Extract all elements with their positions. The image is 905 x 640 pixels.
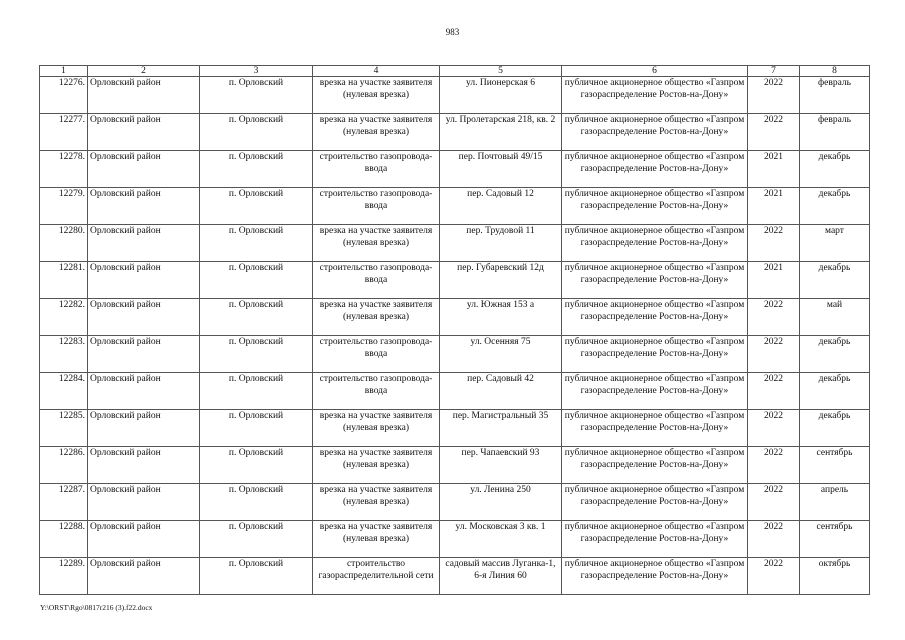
organization-cell: публичное акционерное общество «Газпром газораспределение Ростов-на-Дону» xyxy=(562,188,748,225)
district-cell: Орловский район xyxy=(88,77,200,114)
year-cell: 2022 xyxy=(748,299,800,336)
address-cell: садовый массив Луганка-1, 6-я Линия 60 xyxy=(440,558,562,595)
month-cell: декабрь xyxy=(800,151,870,188)
address-cell: пер. Губаревский 12д xyxy=(440,262,562,299)
table-row xyxy=(40,336,870,373)
organization-cell: публичное акционерное общество «Газпром газораспределение Ростов-на-Дону» xyxy=(562,299,748,336)
district-cell: Орловский район xyxy=(88,225,200,262)
district-cell: Орловский район xyxy=(88,373,200,410)
district-cell: Орловский район xyxy=(88,299,200,336)
organization-cell: публичное акционерное общество «Газпром газораспределение Ростов-на-Дону» xyxy=(562,151,748,188)
settlement-cell: п. Орловский xyxy=(200,484,313,521)
organization-cell: публичное акционерное общество «Газпром газораспределение Ростов-на-Дону» xyxy=(562,521,748,558)
month-cell: декабрь xyxy=(800,336,870,373)
table-row xyxy=(40,77,870,114)
address-cell: ул. Ленина 250 xyxy=(440,484,562,521)
work-type-cell: врезка на участке заявителя (нулевая врезка) xyxy=(313,447,440,484)
district-cell: Орловский район xyxy=(88,262,200,299)
address-cell: ул. Осенняя 75 xyxy=(440,336,562,373)
settlement-cell: п. Орловский xyxy=(200,188,313,225)
work-type-cell: врезка на участке заявителя (нулевая врезка) xyxy=(313,114,440,151)
column-header-1: 1 xyxy=(40,66,88,77)
organization-cell: публичное акционерное общество «Газпром газораспределение Ростов-на-Дону» xyxy=(562,77,748,114)
settlement-cell: п. Орловский xyxy=(200,447,313,484)
address-cell: пер. Трудовой 11 xyxy=(440,225,562,262)
district-cell: Орловский район xyxy=(88,521,200,558)
table-row xyxy=(40,484,870,521)
address-cell: ул. Пролетарская 218, кв. 2 xyxy=(440,114,562,151)
column-header-2: 2 xyxy=(88,66,200,77)
year-cell: 2022 xyxy=(748,336,800,373)
address-cell: пер. Магистральный 35 xyxy=(440,410,562,447)
settlement-cell: п. Орловский xyxy=(200,225,313,262)
organization-cell: публичное акционерное общество «Газпром газораспределение Ростов-на-Дону» xyxy=(562,373,748,410)
year-cell: 2021 xyxy=(748,151,800,188)
district-cell: Орловский район xyxy=(88,114,200,151)
organization-cell: публичное акционерное общество «Газпром газораспределение Ростов-на-Дону» xyxy=(562,262,748,299)
year-cell: 2022 xyxy=(748,558,800,595)
table-row xyxy=(40,262,870,299)
address-cell: пер. Почтовый 49/15 xyxy=(440,151,562,188)
year-cell: 2022 xyxy=(748,410,800,447)
settlement-cell: п. Орловский xyxy=(200,151,313,188)
column-header-5: 5 xyxy=(440,66,562,77)
month-cell: март xyxy=(800,225,870,262)
month-cell: апрель xyxy=(800,484,870,521)
row-number-cell: 12289. xyxy=(40,558,88,595)
table-row xyxy=(40,447,870,484)
year-cell: 2022 xyxy=(748,484,800,521)
work-type-cell: врезка на участке заявителя (нулевая врезка) xyxy=(313,521,440,558)
month-cell: октябрь xyxy=(800,558,870,595)
district-cell: Орловский район xyxy=(88,151,200,188)
settlement-cell: п. Орловский xyxy=(200,114,313,151)
settlement-cell: п. Орловский xyxy=(200,336,313,373)
work-type-cell: строительство газопровода-ввода xyxy=(313,151,440,188)
work-type-cell: строительство газораспределительной сети xyxy=(313,558,440,595)
year-cell: 2021 xyxy=(748,262,800,299)
table-row xyxy=(40,373,870,410)
row-number-cell: 12278. xyxy=(40,151,88,188)
organization-cell: публичное акционерное общество «Газпром газораспределение Ростов-на-Дону» xyxy=(562,114,748,151)
district-cell: Орловский район xyxy=(88,447,200,484)
district-cell: Орловский район xyxy=(88,558,200,595)
work-type-cell: строительство газопровода-ввода xyxy=(313,188,440,225)
organization-cell: публичное акционерное общество «Газпром газораспределение Ростов-на-Дону» xyxy=(562,447,748,484)
row-number-cell: 12288. xyxy=(40,521,88,558)
month-cell: февраль xyxy=(800,114,870,151)
organization-cell: публичное акционерное общество «Газпром газораспределение Ростов-на-Дону» xyxy=(562,225,748,262)
month-cell: декабрь xyxy=(800,262,870,299)
table-row xyxy=(40,410,870,447)
row-number-cell: 12276. xyxy=(40,77,88,114)
table-row xyxy=(40,188,870,225)
year-cell: 2022 xyxy=(748,225,800,262)
work-type-cell: врезка на участке заявителя (нулевая врезка) xyxy=(313,484,440,521)
address-cell: ул. Южная 153 а xyxy=(440,299,562,336)
column-header-8: 8 xyxy=(800,66,870,77)
district-cell: Орловский район xyxy=(88,410,200,447)
work-type-cell: врезка на участке заявителя (нулевая врезка) xyxy=(313,410,440,447)
settlement-cell: п. Орловский xyxy=(200,410,313,447)
work-type-cell: врезка на участке заявителя (нулевая врезка) xyxy=(313,225,440,262)
row-number-cell: 12286. xyxy=(40,447,88,484)
row-number-cell: 12281. xyxy=(40,262,88,299)
month-cell: февраль xyxy=(800,77,870,114)
gas-connection-table xyxy=(39,65,870,595)
organization-cell: публичное акционерное общество «Газпром газораспределение Ростов-на-Дону» xyxy=(562,484,748,521)
month-cell: май xyxy=(800,299,870,336)
year-cell: 2021 xyxy=(748,188,800,225)
year-cell: 2022 xyxy=(748,447,800,484)
settlement-cell: п. Орловский xyxy=(200,77,313,114)
address-cell: пер. Садовый 12 xyxy=(440,188,562,225)
settlement-cell: п. Орловский xyxy=(200,262,313,299)
month-cell: сентябрь xyxy=(800,521,870,558)
table-header-row xyxy=(40,66,870,77)
address-cell: пер. Чапаевский 93 xyxy=(440,447,562,484)
work-type-cell: врезка на участке заявителя (нулевая врезка) xyxy=(313,77,440,114)
page-number: 983 xyxy=(445,27,460,37)
row-number-cell: 12277. xyxy=(40,114,88,151)
column-header-6: 6 xyxy=(562,66,748,77)
table-row xyxy=(40,225,870,262)
work-type-cell: строительство газопровода-ввода xyxy=(313,373,440,410)
settlement-cell: п. Орловский xyxy=(200,521,313,558)
table-row xyxy=(40,151,870,188)
row-number-cell: 12287. xyxy=(40,484,88,521)
work-type-cell: врезка на участке заявителя (нулевая врезка) xyxy=(313,299,440,336)
work-type-cell: строительство газопровода-ввода xyxy=(313,336,440,373)
column-header-4: 4 xyxy=(313,66,440,77)
settlement-cell: п. Орловский xyxy=(200,373,313,410)
district-cell: Орловский район xyxy=(88,336,200,373)
table-row xyxy=(40,114,870,151)
row-number-cell: 12280. xyxy=(40,225,88,262)
settlement-cell: п. Орловский xyxy=(200,558,313,595)
table-row xyxy=(40,521,870,558)
table-row xyxy=(40,299,870,336)
organization-cell: публичное акционерное общество «Газпром газораспределение Ростов-на-Дону» xyxy=(562,558,748,595)
year-cell: 2022 xyxy=(748,521,800,558)
month-cell: декабрь xyxy=(800,410,870,447)
month-cell: сентябрь xyxy=(800,447,870,484)
address-cell: пер. Садовый 42 xyxy=(440,373,562,410)
row-number-cell: 12284. xyxy=(40,373,88,410)
row-number-cell: 12285. xyxy=(40,410,88,447)
month-cell: декабрь xyxy=(800,373,870,410)
district-cell: Орловский район xyxy=(88,188,200,225)
district-cell: Орловский район xyxy=(88,484,200,521)
address-cell: ул. Московская 3 кв. 1 xyxy=(440,521,562,558)
column-header-3: 3 xyxy=(200,66,313,77)
row-number-cell: 12283. xyxy=(40,336,88,373)
organization-cell: публичное акционерное общество «Газпром газораспределение Ростов-на-Дону» xyxy=(562,336,748,373)
address-cell: ул. Пионерская 6 xyxy=(440,77,562,114)
month-cell: декабрь xyxy=(800,188,870,225)
year-cell: 2022 xyxy=(748,114,800,151)
table-row xyxy=(40,558,870,595)
year-cell: 2022 xyxy=(748,373,800,410)
work-type-cell: строительство газопровода-ввода xyxy=(313,262,440,299)
organization-cell: публичное акционерное общество «Газпром газораспределение Ростов-на-Дону» xyxy=(562,410,748,447)
file-path-footer: Y:\ORST\Rgo\0817r216 (3).f22.docx xyxy=(40,603,153,612)
row-number-cell: 12279. xyxy=(40,188,88,225)
year-cell: 2022 xyxy=(748,77,800,114)
column-header-7: 7 xyxy=(748,66,800,77)
row-number-cell: 12282. xyxy=(40,299,88,336)
table-body xyxy=(40,77,870,595)
settlement-cell: п. Орловский xyxy=(200,299,313,336)
